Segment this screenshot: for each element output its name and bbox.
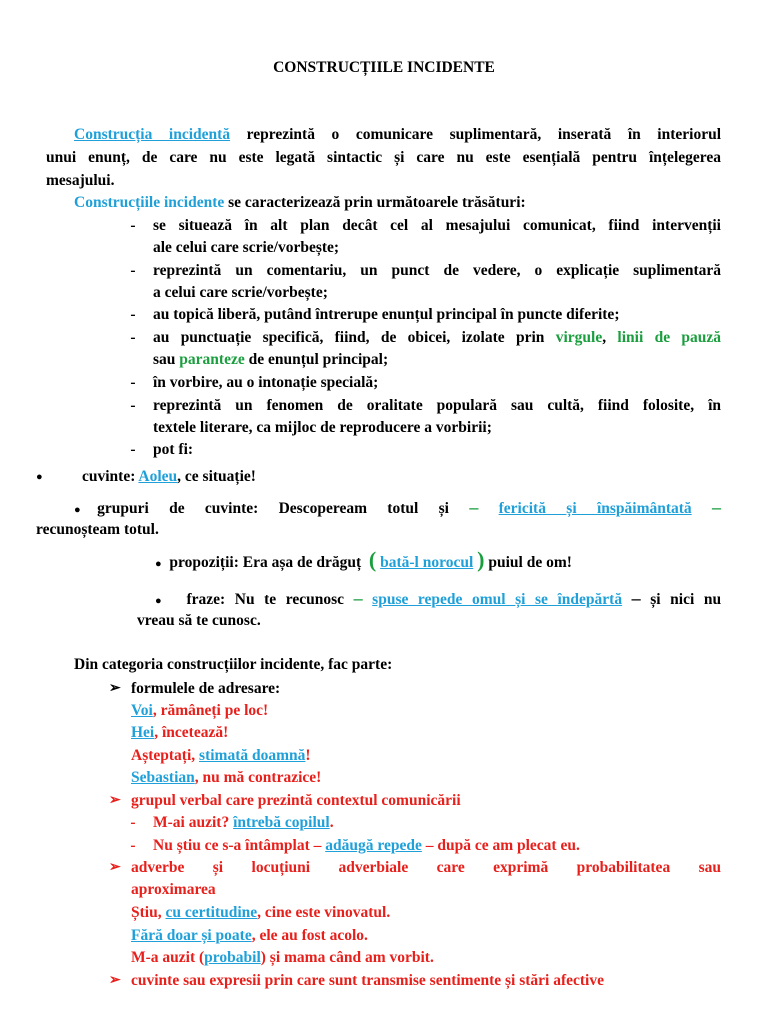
list-dash: - bbox=[130, 397, 136, 414]
example-groups-line-2: recunoșteam totul. bbox=[36, 521, 159, 538]
arrow-bullet-icon: ➢ bbox=[109, 973, 121, 988]
example-words: cuvinte: Aoleu, ce situație! bbox=[82, 468, 256, 485]
category-adverbs-label: adverbe și locuțiuni adverbiale care exprimă probabilitatea sau bbox=[131, 859, 721, 876]
example-sentences-line-2: vreau să te cunosc. bbox=[137, 612, 261, 629]
example-sentences: ● fraze: Nu te recunosc – spuse repede omul și se îndepărtă – și nici nu bbox=[155, 588, 722, 608]
list-dash: - bbox=[130, 374, 136, 391]
trait-2a: reprezintă un comentariu, un punct de vedere, o explicație suplimentară bbox=[153, 262, 721, 279]
list-dash: - bbox=[130, 441, 136, 458]
verbal-example-1: M-ai auzit? întrebă copilul. bbox=[153, 814, 334, 831]
arrow-bullet-icon: ➢ bbox=[109, 681, 121, 696]
bullet-icon: ● bbox=[155, 595, 168, 607]
category-feelings-label: cuvinte sau expresii prin care sunt transmise sentimente și stări afective bbox=[131, 972, 604, 989]
adverb-example-1: Știu, cu certitudine, cine este vinovatul. bbox=[131, 904, 391, 921]
verbal-example-2: Nu știu ce s-a întâmplat – adăugă repede – după ce am plecat eu. bbox=[153, 837, 580, 854]
trait-1a: se situează în alt plan decât cel al mesajului comunicat, fiind intervenții bbox=[153, 217, 721, 234]
intro-line-2: unui enunț, de care nu este legată sintactic și care nu este esențială pentru înțelegerea bbox=[46, 149, 721, 166]
trait-6a: reprezintă un fenomen de oralitate populară sau cultă, fiind folosite, în bbox=[153, 397, 721, 414]
trait-2b: a celui care scrie/vorbește; bbox=[153, 284, 328, 301]
list-dash: - bbox=[130, 837, 136, 854]
intro-line-4: Construcțiile incidente se caracterizează prin următoarele trăsături: bbox=[74, 194, 526, 211]
trait-3: au topică liberă, putând întrerupe enunțul principal în puncte diferite; bbox=[153, 306, 620, 323]
category-address-label: formulele de adresare: bbox=[131, 680, 281, 697]
term-parentheses: paranteze bbox=[179, 351, 245, 368]
term-pause-lines: linii de pauză bbox=[617, 329, 722, 346]
list-dash: - bbox=[130, 262, 136, 279]
bullet-icon: ● bbox=[36, 471, 43, 483]
bullet-icon: ● bbox=[155, 558, 162, 570]
bullet-icon: ● bbox=[74, 504, 98, 516]
term-constructions: Construcțiile incidente bbox=[74, 194, 225, 211]
term-construction: Construcția incidentă bbox=[74, 126, 231, 143]
category-heading: Din categoria construcțiilor incidente, fac parte: bbox=[74, 656, 393, 673]
trait-4b: sau paranteze de enunțul principal; bbox=[153, 351, 389, 368]
trait-6b: textele literare, ca mijloc de reproducere a vorbirii; bbox=[153, 419, 492, 436]
trait-1b: ale celui care scrie/vorbește; bbox=[153, 239, 340, 256]
adverb-example-3: M-a auzit (probabil) și mama când am vorbit. bbox=[131, 949, 434, 966]
trait-5: în vorbire, au o intonație specială; bbox=[153, 374, 379, 391]
arrow-bullet-icon: ➢ bbox=[109, 793, 121, 808]
term-commas: virgule bbox=[555, 329, 603, 346]
list-dash: - bbox=[130, 306, 136, 323]
address-example-3: Așteptați, stimată doamnă! bbox=[131, 747, 311, 764]
address-example-1: Voi, rămâneți pe loc! bbox=[131, 702, 269, 719]
list-dash: - bbox=[130, 217, 136, 234]
category-verbal-label: grupul verbal care prezintă contextul comunicării bbox=[131, 792, 461, 809]
list-dash: - bbox=[130, 329, 136, 346]
list-dash: - bbox=[130, 814, 136, 831]
intro-line-3: mesajului. bbox=[46, 172, 115, 189]
address-example-4: Sebastian, nu mă contrazice! bbox=[131, 769, 322, 786]
intro-line-1: Construcția incidentă reprezintă o comunicare suplimentară, inserată în interiorul bbox=[74, 126, 722, 143]
category-adverbs-label-2: aproximarea bbox=[131, 881, 216, 898]
example-groups: ●grupuri de cuvinte: Descopeream totul și – fericită și înspăimântată – bbox=[74, 497, 722, 517]
adverb-example-2: Fără doar și poate, ele au fost acolo. bbox=[131, 927, 368, 944]
address-example-2: Hei, încetează! bbox=[131, 724, 229, 741]
trait-7: pot fi: bbox=[153, 441, 194, 458]
page-title: CONSTRUCȚIILE INCIDENTE bbox=[273, 59, 495, 76]
trait-4a: au punctuație specifică, fiind, de obicei, izolate prin virgule, linii de pauză bbox=[153, 329, 722, 346]
arrow-bullet-icon: ➢ bbox=[109, 860, 121, 875]
example-clauses: ● propoziții: Era așa de drăguț ( bată-l norocul ) puiul de om! bbox=[155, 547, 572, 572]
